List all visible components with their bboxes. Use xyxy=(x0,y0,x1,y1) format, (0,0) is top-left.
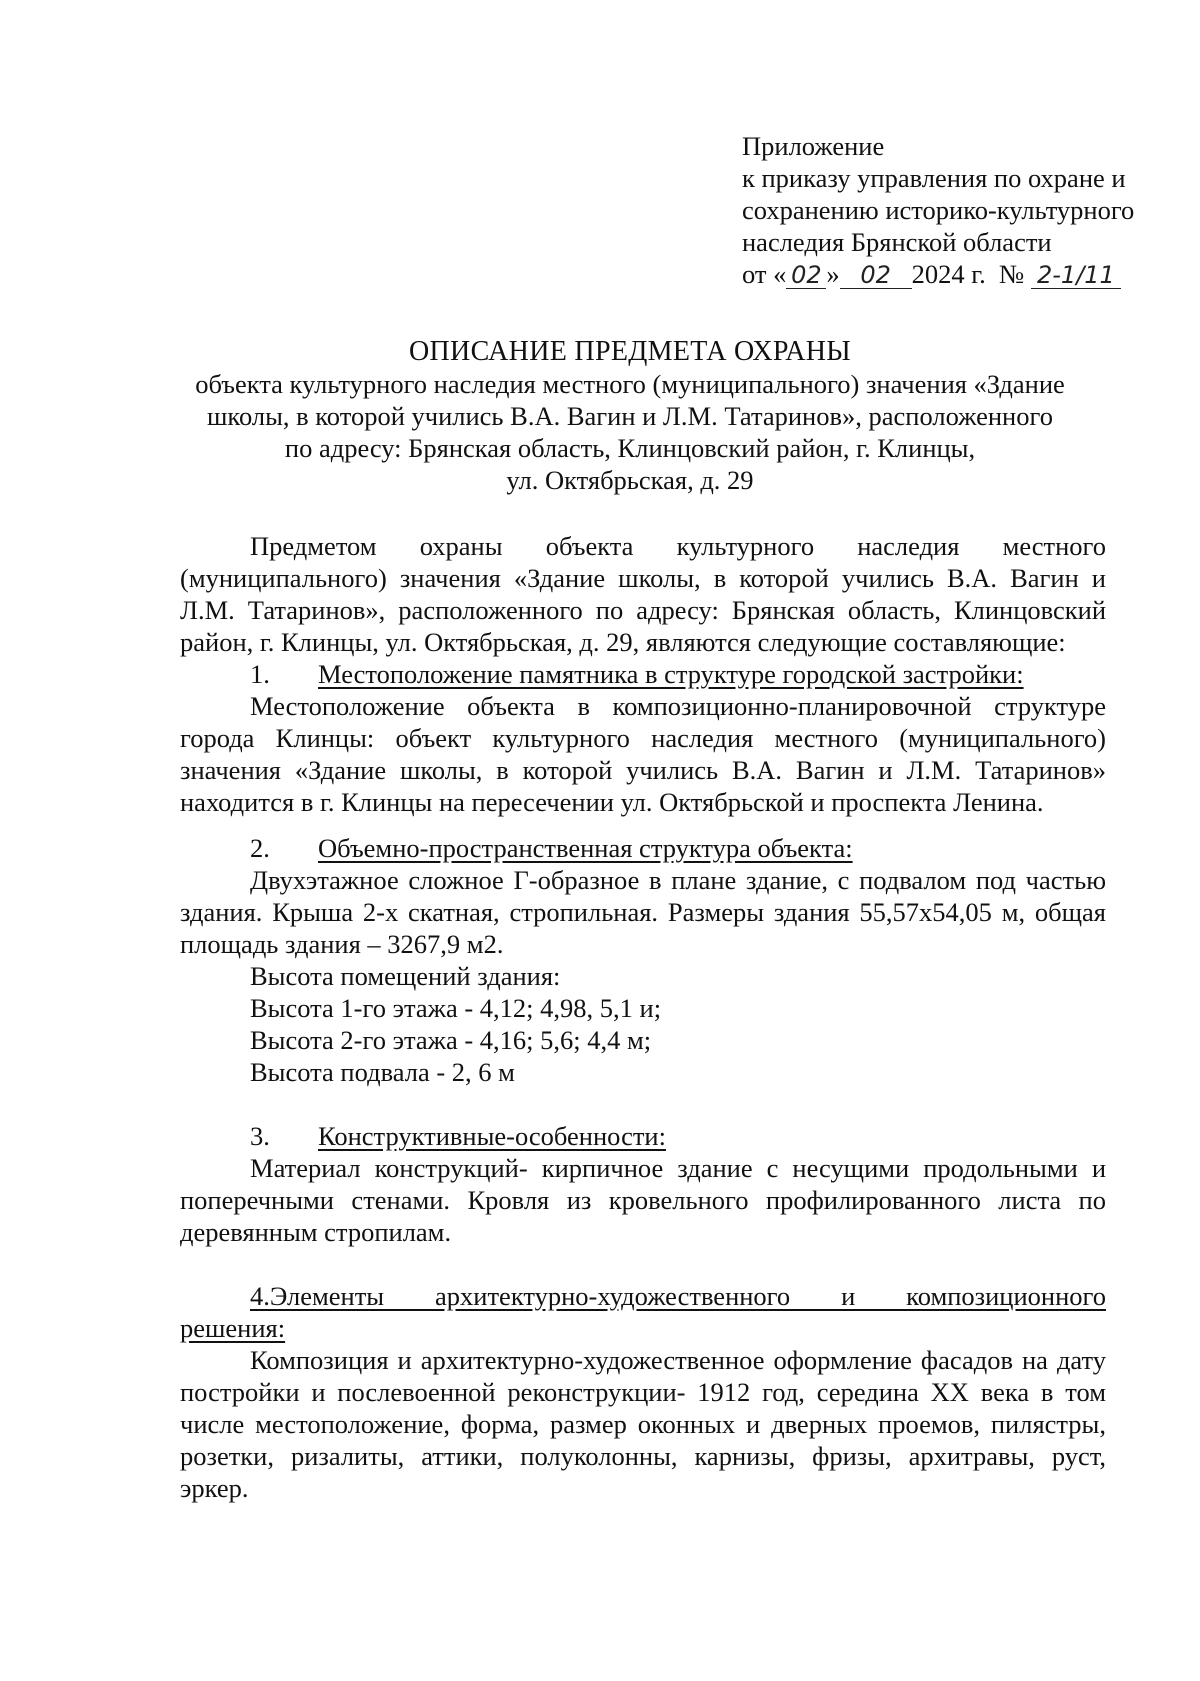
basement-height: Высота подвала - 2, 6 м xyxy=(250,1057,515,1087)
spacer xyxy=(180,1088,1106,1120)
section-4-heading-tail: решения: xyxy=(180,1313,286,1343)
floor-2-height: Высота 2-го этажа - 4,16; 5,6; 4,4 м; xyxy=(250,1025,652,1055)
section-2-text: Двухэтажное сложное Г-образное в плане здание, с подвалом под частью здания. Крыша 2-х скатная, стропильная. Размеры здания 55,57х54,05 м, общая площадь здания – 3267,9 м2. xyxy=(180,865,1106,959)
section-2-heading xyxy=(180,832,1106,864)
section-1-text: Местоположение объекта в композиционно-планировочной структуре города Клинцы: объект культурного наследия местного (муниципального) значения «Здание школы, в которой учились В.А. Вагин и Л.М. Татаринов» находится в г. Клинцы на пересечении ул. Октябрьской и проспекта Ленина. xyxy=(180,691,1106,817)
date-year: 2024 г. xyxy=(911,259,986,289)
annex-line-3: сохранению историко-культурного xyxy=(742,195,1135,225)
order-number: 2-1/11 xyxy=(1031,262,1121,289)
document-body xyxy=(180,530,1106,1504)
document-title xyxy=(160,336,1100,496)
annex-line-2: к приказу управления по охране и xyxy=(742,163,1126,193)
title-line-4: ул. Октябрьская, д. 29 xyxy=(506,465,754,495)
number-label: № xyxy=(999,259,1025,289)
annex-date-line xyxy=(742,258,1162,290)
section-3-title: Конструктивные-особенности: xyxy=(318,1121,666,1151)
title-line-1: объекта культурного наследия местного (муниципального) значения «Здание xyxy=(195,369,1065,399)
annex-block xyxy=(742,130,1162,290)
section-3-number: 3. xyxy=(250,1121,270,1151)
annex-line-1: Приложение xyxy=(742,131,885,161)
date-month: 02 xyxy=(840,262,912,289)
title-line-3: по адресу: Брянская область, Клинцовский район, г. Клинцы, xyxy=(284,433,976,463)
section-3-text: Материал конструкций- кирпичное здание с несущими продольными и поперечными стенами. Кровля из кровельного профилированного листа по деревянным стропилам. xyxy=(180,1153,1106,1247)
section-2-title: Объемно-пространственная структура объекта: xyxy=(318,833,853,863)
section-1-title: Местоположение памятника в структуре городской застройки: xyxy=(318,659,1024,689)
section-4-heading-line-1: 4.Элементы архитектурно-художественного и композиционного xyxy=(250,1281,1106,1311)
annex-line-4: наследия Брянской области xyxy=(742,227,1052,257)
section-1-number: 1. xyxy=(250,659,270,689)
title-line-2: школы, в которой учились В.А. Вагин и Л.М. Татаринов», расположенного xyxy=(207,401,1053,431)
date-mid: » xyxy=(826,259,840,289)
intro-paragraph: Предметом охраны объекта культурного наследия местного (муниципального) значения «Здание школы, в которой учились В.А. Вагин и Л.М. Татаринов», расположенного по адресу: Брянская область, Клинцовский район, г. Клинцы, ул. Октябрьская, д. 29, являются следующие составляющие: xyxy=(180,531,1106,657)
section-3-heading xyxy=(180,1120,1106,1152)
section-2-number: 2. xyxy=(250,833,270,863)
spacer xyxy=(180,1248,1106,1280)
title-heading: ОПИСАНИЕ ПРЕДМЕТА ОХРАНЫ xyxy=(409,336,851,367)
heights-label: Высота помещений здания: xyxy=(250,961,561,991)
date-prefix: от « xyxy=(742,259,787,289)
spacer xyxy=(180,818,1106,832)
section-4-text: Композиция и архитектурно-художественное оформление фасадов на дату постройки и послевоенной реконструкции- 1912 год, середина XX века в том числе местоположение, форма, размер оконных и дверных проемов, пилястры, розетки, ризалиты, аттики, полуколонны, карнизы, фризы, архитравы, руст, эркер. xyxy=(180,1345,1106,1503)
section-4-heading-line-2 xyxy=(180,1312,1106,1344)
floor-1-height: Высота 1-го этажа - 4,12; 4,98, 5,1 и; xyxy=(250,993,662,1023)
section-1-heading xyxy=(180,658,1106,690)
date-day: 02 xyxy=(786,262,826,289)
